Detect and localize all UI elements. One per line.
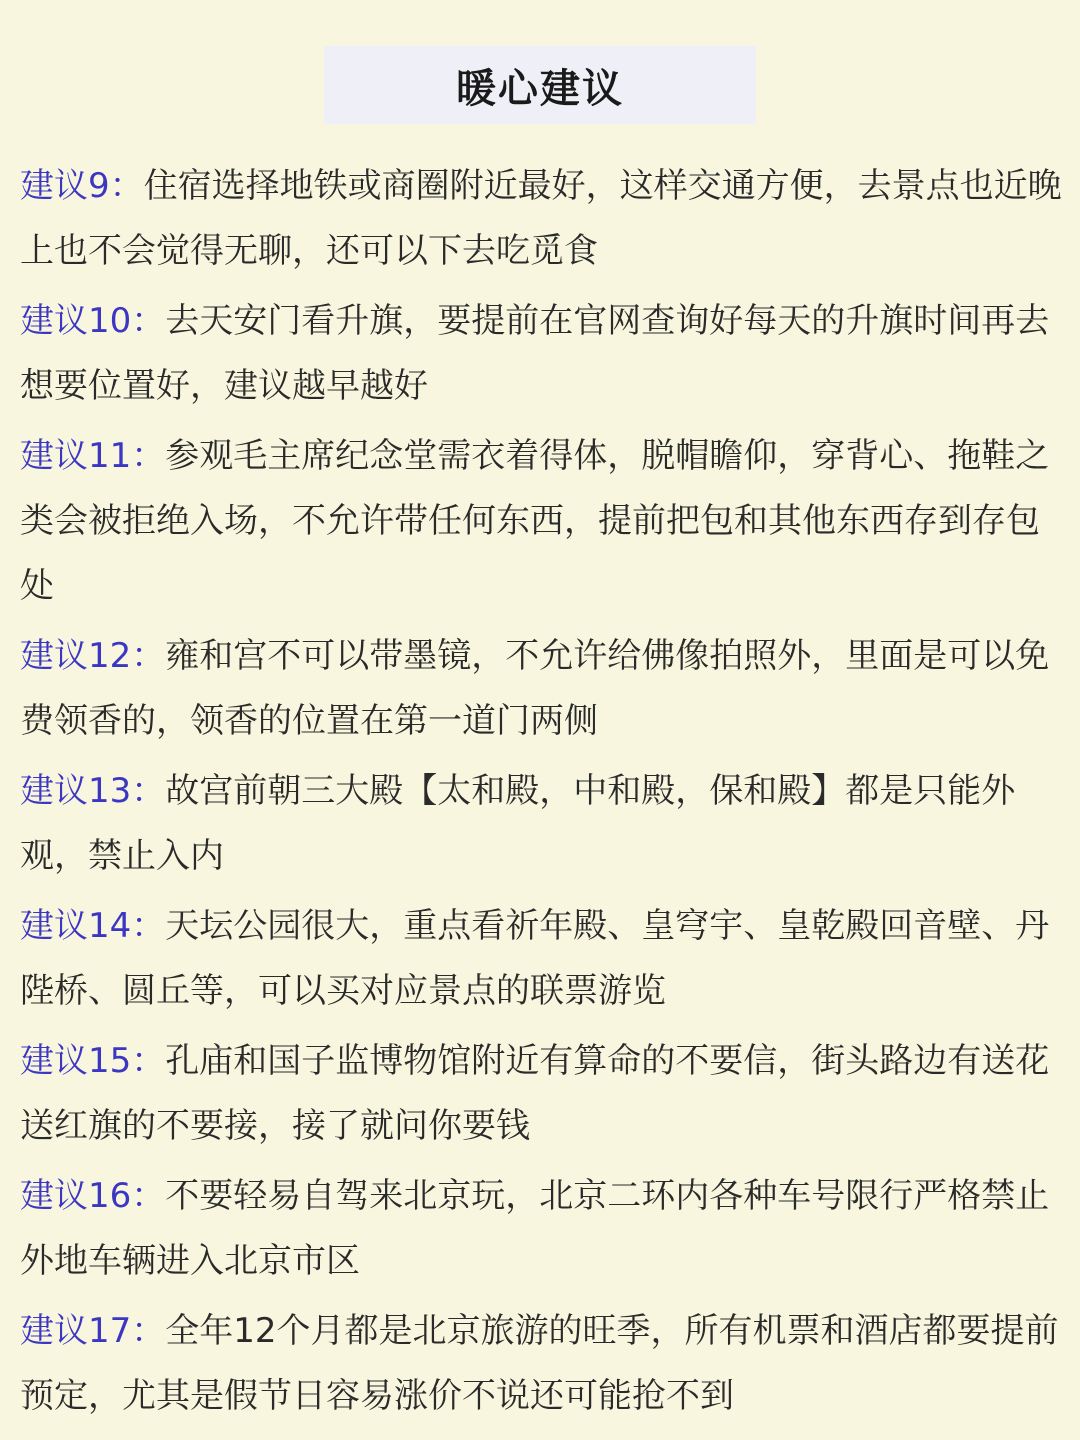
tip-item (20, 1029, 1065, 1159)
tip-item (20, 624, 1065, 754)
tip-label: 建议14： (20, 906, 166, 946)
tip-label: 建议12： (20, 636, 166, 676)
tip-label: 建议16： (20, 1176, 166, 1216)
tip-text: 雍和宫不可以带墨镜，不允许给佛像拍照外，里面是可以免费领香的，领香的位置在第一道门两侧 (20, 636, 1050, 741)
tip-item (20, 1164, 1065, 1294)
tip-text: 去天安门看升旗，要提前在官网查询好每天的升旗时间再去想要位置好，建议越早越好 (20, 301, 1050, 406)
tip-item (20, 894, 1065, 1024)
tip-text: 全年12个月都是北京旅游的旺季，所有机票和酒店都要提前预定，尤其是假节日容易涨价不说还可能抢不到 (20, 1311, 1059, 1416)
tip-label: 建议10： (20, 301, 166, 341)
tip-item (20, 1299, 1065, 1429)
page-title: 暖心建议 (456, 65, 624, 112)
tip-label: 建议15： (20, 1041, 166, 1081)
tip-label: 建议13： (20, 771, 166, 811)
tip-item (20, 424, 1065, 619)
tips-list (20, 154, 1065, 1434)
tip-text: 孔庙和国子监博物馆附近有算命的不要信，街头路边有送花送红旗的不要接，接了就问你要钱 (20, 1041, 1050, 1146)
tip-item (20, 154, 1065, 284)
tip-label: 建议11： (20, 436, 166, 476)
title-box (324, 46, 756, 124)
tip-item (20, 289, 1065, 419)
tip-label: 建议9： (20, 166, 144, 206)
tip-text: 住宿选择地铁或商圈附近最好，这样交通方便，去景点也近晚上也不会觉得无聊，还可以下去吃觅食 (20, 166, 1062, 271)
tip-item (20, 759, 1065, 889)
tip-text: 参观毛主席纪念堂需衣着得体，脱帽瞻仰，穿背心、拖鞋之类会被拒绝入场，不允许带任何东西，提前把包和其他东西存到存包处 (20, 436, 1050, 606)
tip-text: 不要轻易自驾来北京玩，北京二环内各种车号限行严格禁止外地车辆进入北京市区 (20, 1176, 1050, 1281)
tip-text: 故宫前朝三大殿【太和殿，中和殿，保和殿】都是只能外观，禁止入内 (20, 771, 1016, 876)
tip-text: 天坛公园很大，重点看祈年殿、皇穹宇、皇乾殿回音壁、丹陛桥、圆丘等，可以买对应景点的联票游览 (20, 906, 1050, 1011)
tip-label: 建议17： (20, 1311, 166, 1351)
